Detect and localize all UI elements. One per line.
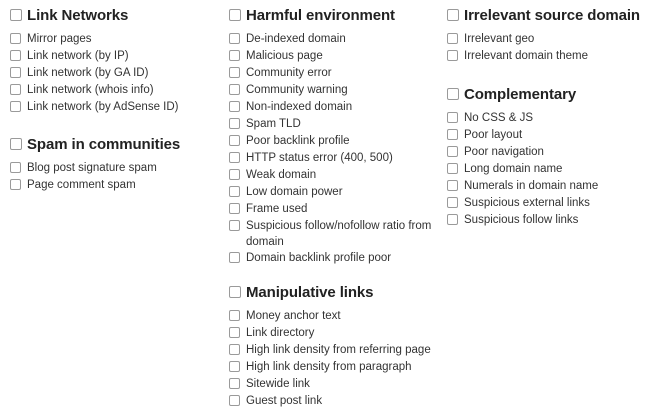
checkbox-label: Community warning <box>246 84 348 96</box>
checkbox-label: Non-indexed domain <box>246 101 353 113</box>
group-items <box>10 160 220 194</box>
checkbox-label: Irrelevant domain theme <box>464 50 589 62</box>
group-title: Manipulative links <box>246 283 374 301</box>
checkbox[interactable] <box>229 50 240 61</box>
checkbox-item[interactable] <box>229 218 441 250</box>
group-header[interactable] <box>447 82 647 106</box>
checkbox-item[interactable] <box>229 116 441 133</box>
checkbox-label: Money anchor text <box>246 310 341 322</box>
group-checkbox[interactable] <box>229 286 241 298</box>
checkbox-item[interactable] <box>229 150 441 167</box>
checkbox[interactable] <box>10 179 21 190</box>
checkbox[interactable] <box>229 135 240 146</box>
checkbox-label: Blog post signature spam <box>27 162 157 174</box>
checkbox-label: Link network (by AdSense ID) <box>27 101 179 113</box>
checkbox-item[interactable] <box>447 212 647 229</box>
checkbox-label: Suspicious follow/nofollow ratio from domain <box>246 220 432 248</box>
checkbox-item[interactable] <box>229 359 441 376</box>
checkbox-item[interactable] <box>447 144 647 161</box>
checkbox-item[interactable] <box>10 160 220 177</box>
checkbox[interactable] <box>229 361 240 372</box>
checkbox-item[interactable] <box>229 250 441 267</box>
checkbox[interactable] <box>447 163 458 174</box>
checkbox-item[interactable] <box>229 184 441 201</box>
group-checkbox[interactable] <box>447 88 459 100</box>
checkbox-label: Long domain name <box>464 163 563 175</box>
checkbox-item[interactable] <box>229 48 441 65</box>
checkbox-label: Sitewide link <box>246 378 310 390</box>
checkbox[interactable] <box>10 33 21 44</box>
checkbox[interactable] <box>447 214 458 225</box>
group-header[interactable] <box>229 280 441 304</box>
group-manipulative-links <box>229 280 441 410</box>
checkbox-label: Irrelevant geo <box>464 33 535 45</box>
group-title: Link Networks <box>27 6 129 24</box>
group-checkbox[interactable] <box>10 9 22 21</box>
checkbox-item[interactable] <box>10 99 220 116</box>
checkbox-label: Low domain power <box>246 186 343 198</box>
checkbox-item[interactable] <box>229 65 441 82</box>
checkbox-label: Mirror pages <box>27 33 92 45</box>
checkbox[interactable] <box>229 84 240 95</box>
checkbox-label: Weak domain <box>246 169 317 181</box>
checkbox-item[interactable] <box>229 99 441 116</box>
group-checkbox[interactable] <box>10 138 22 150</box>
checkbox[interactable] <box>10 84 21 95</box>
group-header[interactable] <box>447 3 647 27</box>
checkbox[interactable] <box>447 180 458 191</box>
group-link-networks <box>10 3 220 116</box>
group-header[interactable] <box>10 132 220 156</box>
checkbox-label: High link density from paragraph <box>246 361 412 373</box>
checkbox-label: Frame used <box>246 203 308 215</box>
checkbox-label: Poor navigation <box>464 146 544 158</box>
checkbox-item[interactable] <box>447 127 647 144</box>
checkbox-label: Poor layout <box>464 129 523 141</box>
checkbox-label: Link network (whois info) <box>27 84 154 96</box>
checkbox-item[interactable] <box>229 31 441 48</box>
checkbox-item[interactable] <box>10 31 220 48</box>
group-items <box>229 308 441 410</box>
checkbox[interactable] <box>447 129 458 140</box>
checkbox-item[interactable] <box>447 178 647 195</box>
group-items <box>229 31 441 267</box>
checkbox[interactable] <box>229 152 240 163</box>
checkbox-label: Page comment spam <box>27 179 136 191</box>
group-title: Irrelevant source domain <box>464 6 640 24</box>
checkbox-item[interactable] <box>229 201 441 218</box>
checkbox[interactable] <box>10 50 21 61</box>
checkbox-label: Spam TLD <box>246 118 301 130</box>
group-complementary <box>447 82 647 229</box>
checkbox[interactable] <box>229 395 240 406</box>
checkbox-label: Suspicious follow links <box>464 214 579 226</box>
checkbox-label: Link network (by GA ID) <box>27 67 149 79</box>
group-items <box>447 31 647 65</box>
checkbox[interactable] <box>447 112 458 123</box>
checkbox[interactable] <box>229 310 240 321</box>
checkbox-item[interactable] <box>447 31 647 48</box>
checkbox-label: Link network (by IP) <box>27 50 129 62</box>
checkbox[interactable] <box>229 67 240 78</box>
checkbox-item[interactable] <box>447 195 647 212</box>
checkbox-label: HTTP status error (400, 500) <box>246 152 393 164</box>
checkbox-label: Malicious page <box>246 50 323 62</box>
checkbox-label: Link directory <box>246 327 315 339</box>
checkbox[interactable] <box>229 252 240 263</box>
group-items <box>10 31 220 116</box>
checkbox-item[interactable] <box>229 342 441 359</box>
checkbox[interactable] <box>229 186 240 197</box>
group-header[interactable] <box>10 3 220 27</box>
checkbox-item[interactable] <box>229 325 441 342</box>
group-title: Harmful environment <box>246 6 395 24</box>
checkbox-item[interactable] <box>447 48 647 65</box>
checkbox[interactable] <box>229 203 240 214</box>
checkbox-item[interactable] <box>447 161 647 178</box>
group-items <box>447 110 647 229</box>
checkbox[interactable] <box>229 169 240 180</box>
checkbox[interactable] <box>229 33 240 44</box>
checkbox[interactable] <box>229 344 240 355</box>
checkbox-label: De-indexed domain <box>246 33 346 45</box>
checkbox[interactable] <box>10 162 21 173</box>
group-harmful-environment <box>229 3 441 267</box>
checkbox-label: Poor backlink profile <box>246 135 350 147</box>
group-irrelevant-source-domain <box>447 3 647 65</box>
checkbox-label: Numerals in domain name <box>464 180 599 192</box>
checkbox-item[interactable] <box>229 376 441 393</box>
checkbox[interactable] <box>10 101 21 112</box>
checkbox-label: Guest post link <box>246 395 323 407</box>
group-spam-in-communities <box>10 132 220 194</box>
checkbox-item[interactable] <box>229 167 441 184</box>
group-checkbox[interactable] <box>229 9 241 21</box>
checkbox-label: No CSS & JS <box>464 112 534 124</box>
checkbox[interactable] <box>229 101 240 112</box>
checkbox[interactable] <box>229 327 240 338</box>
group-header[interactable] <box>229 3 441 27</box>
checkbox[interactable] <box>229 378 240 389</box>
checkbox-item[interactable] <box>10 82 220 99</box>
checkbox[interactable] <box>447 146 458 157</box>
checkbox-item[interactable] <box>229 133 441 150</box>
checkbox[interactable] <box>229 118 240 129</box>
checkbox-item[interactable] <box>229 82 441 99</box>
checkbox[interactable] <box>447 50 458 61</box>
checkbox-item[interactable] <box>10 48 220 65</box>
checkbox-item[interactable] <box>229 393 441 410</box>
checkbox-label: Suspicious external links <box>464 197 590 209</box>
checkbox[interactable] <box>447 197 458 208</box>
checkbox-item[interactable] <box>447 110 647 127</box>
checkbox-item[interactable] <box>229 308 441 325</box>
checkbox-label: Community error <box>246 67 332 79</box>
checkbox[interactable] <box>229 220 240 231</box>
checkbox-item[interactable] <box>10 177 220 194</box>
checkbox[interactable] <box>10 67 21 78</box>
group-title: Spam in communities <box>27 135 181 153</box>
checkbox-label: Domain backlink profile poor <box>246 252 392 264</box>
checkbox-label: High link density from referring page <box>246 344 431 356</box>
group-checkbox[interactable] <box>447 9 459 21</box>
checkbox[interactable] <box>447 33 458 44</box>
checkbox-item[interactable] <box>10 65 220 82</box>
group-title: Complementary <box>464 85 577 103</box>
